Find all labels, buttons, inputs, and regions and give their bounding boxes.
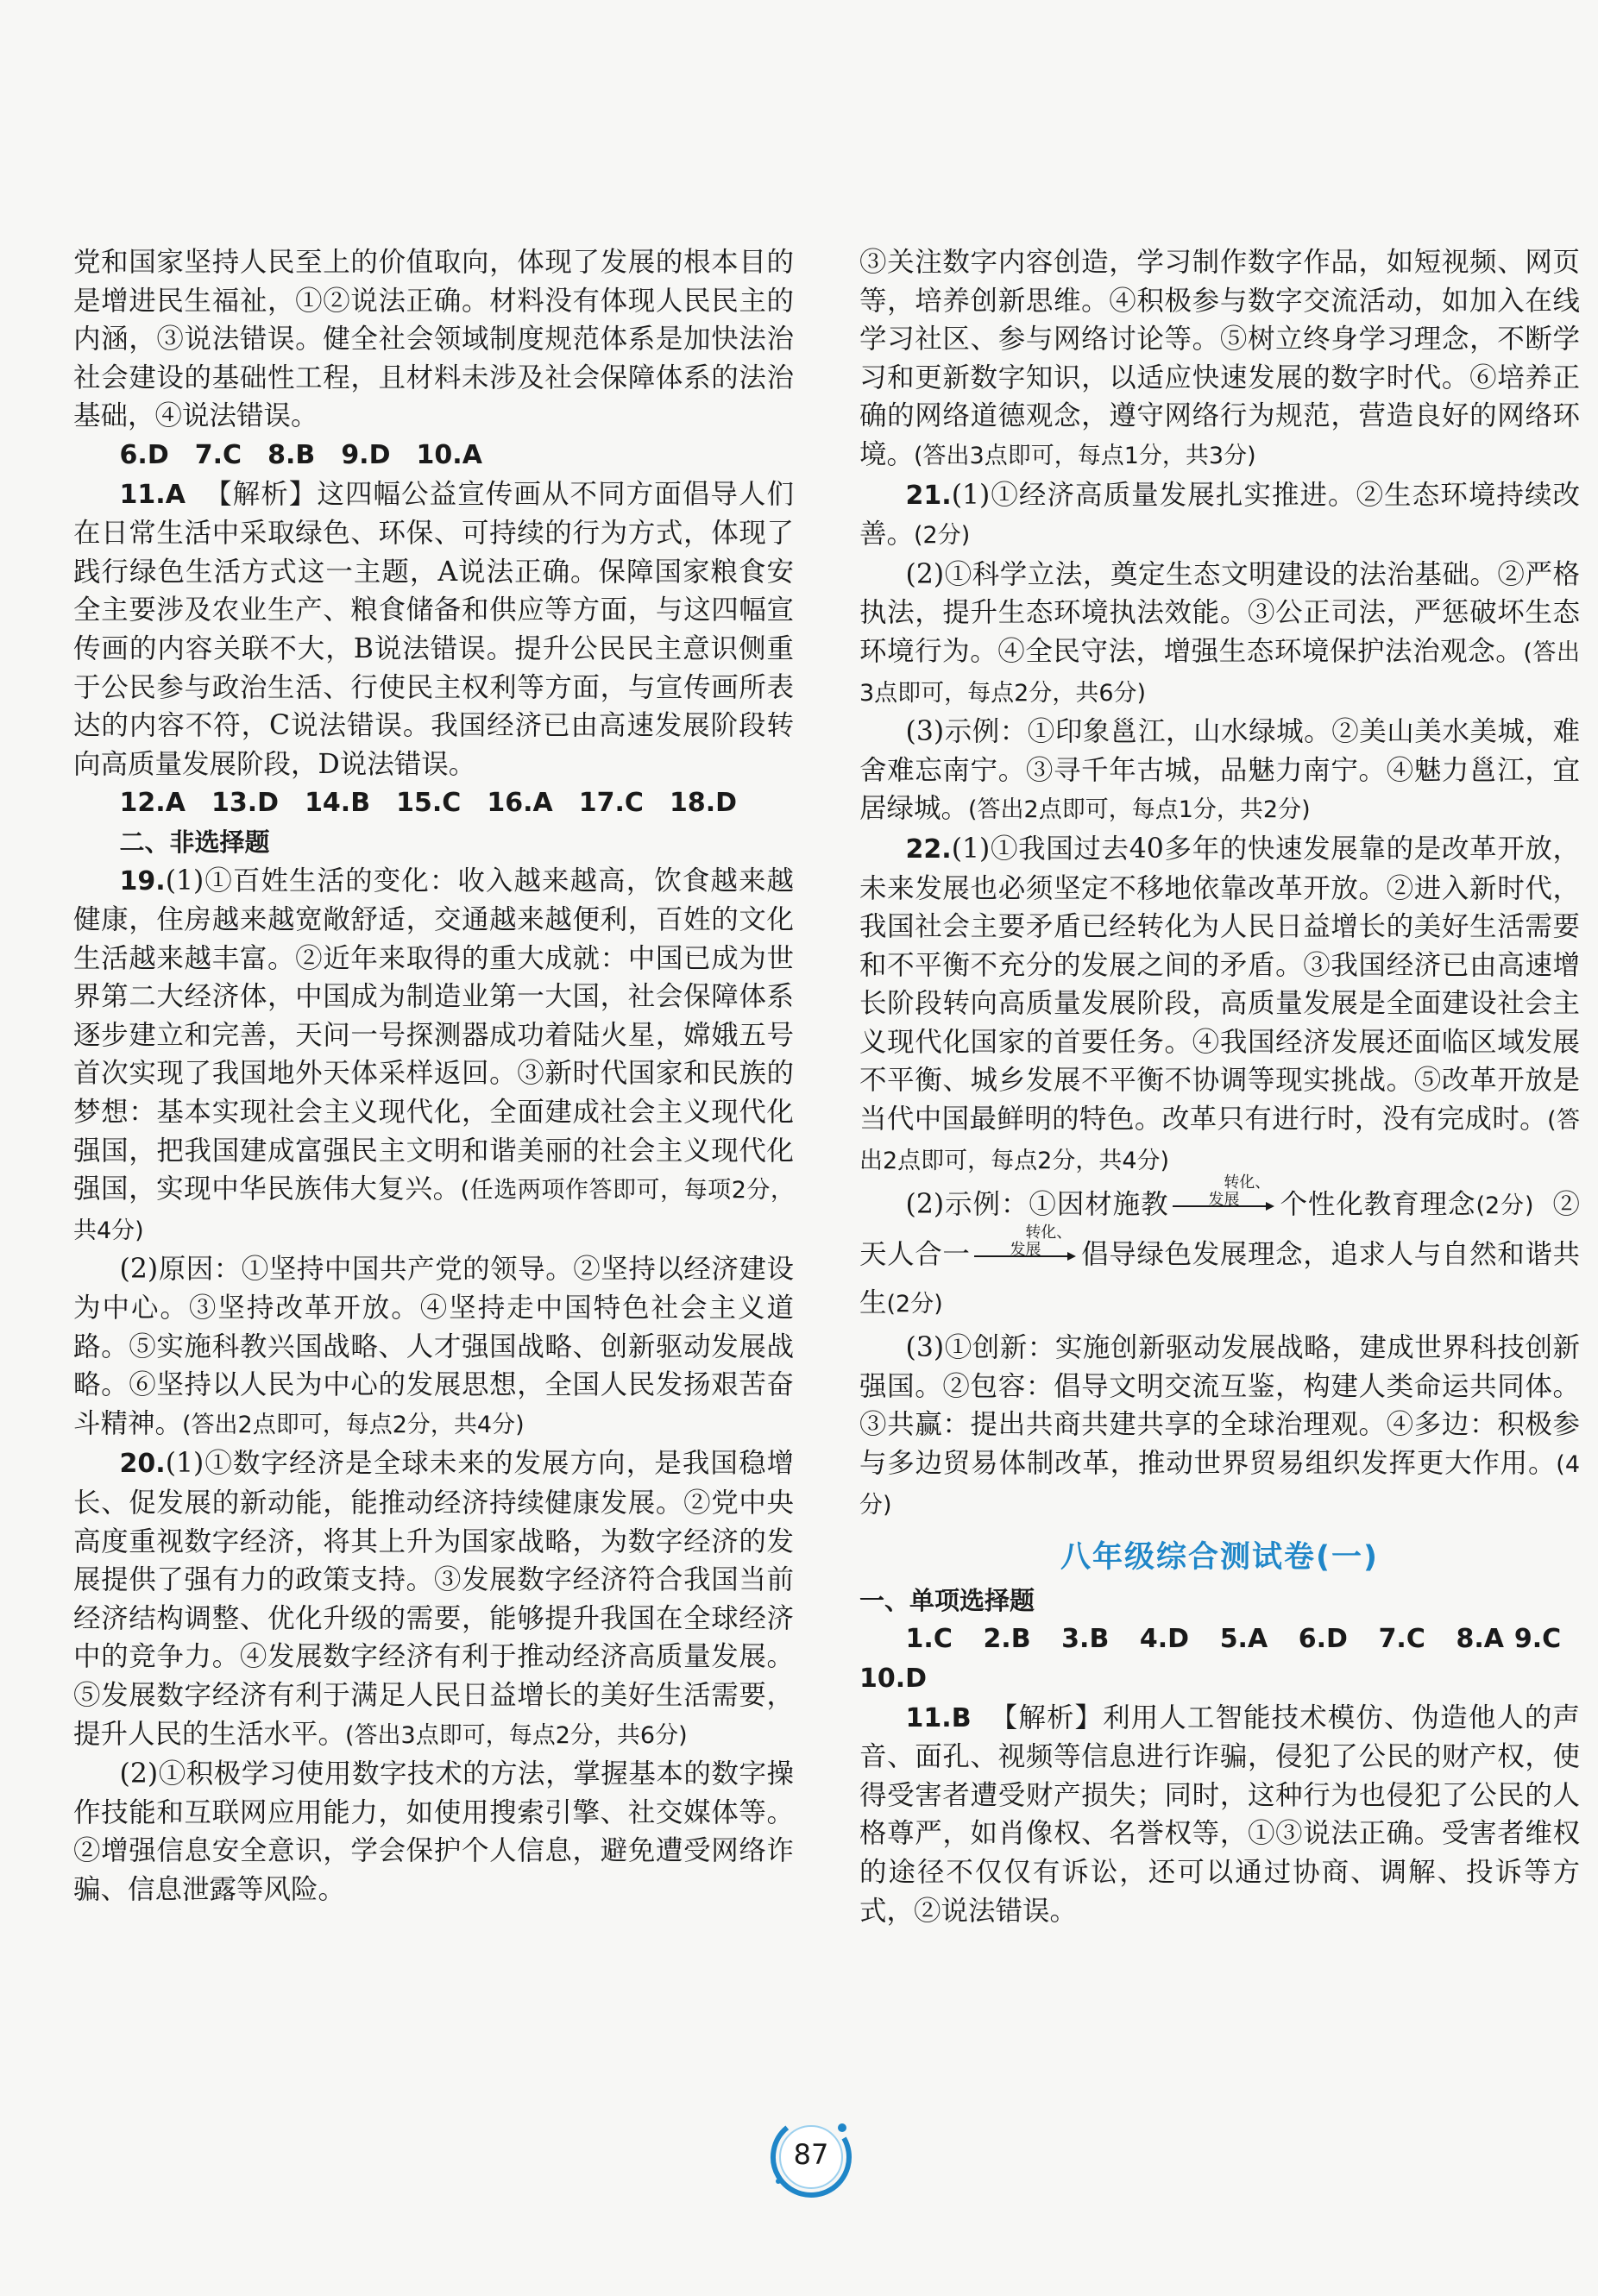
answer-paragraph: 党和国家坚持人民至上的价值取向，体现了发展的根本目的是增进民生福祉，①②说法正确。材料没有体现人民民主的内涵，③说法错误。健全社会领域制度规范体系是加快法治社会建设的基础性工程，且材料未涉及社会保障体系的法治基础，④说法错误。 [73,247,794,432]
page-number: 87 [793,2138,829,2171]
scoring-note: (任选两项作答即可，每项2分，共4分) [73,1177,794,1244]
answer-2: 2.B [983,1624,1031,1655]
answer-20-2-cont-text: ③关注数字内容创造，学习制作数字作品，如短视频、网页等，培养创新思维。④积极参与数字交流活动，如加入在线学习社区、参与网络讨论等。⑤树立终身学习理念，不断学习和更新数字知识，以适应快速发展的数字时代。⑥培养正确的网络道德观念，遵守网络行为规范，营造良好的网络环境。 [859,247,1580,470]
answer-21-block [859,476,1580,556]
answer-18: 18.D [669,788,738,819]
answer-10: 10.A [416,439,482,470]
right-column [859,243,1580,1930]
scoring-note: (2分) [1475,1192,1534,1220]
section-heading-single-choice [859,1582,1580,1620]
arrow-label: 转化、发展 [1208,1173,1271,1209]
answer-21-2-text: (2)①科学立法，奠定生态文明建设的法治基础。②严格执法，提升生态环境执法效能。③公正司法，严惩破坏生态环境行为。④全民守法，增强生态环境保护法治观念。 [859,558,1580,667]
answer-22-block [859,830,1580,1180]
answer-11-analysis: 【解析】这四幅公益宣传画从不同方面倡导人们在日常生活中采取绿色、环保、可持续的行为方式，体现了践行绿色生活方式这一主题，A说法正确。保障国家粮食安全主要涉及农业生产、粮食储备和供应等方面，与这四幅宣传画的内容关联不大，B说法错误。提升公民民主意识侧重于公民参与政治生活、行使民主权利等方面，与宣传画所表达的内容不符，C说法错误。我国经济已由高速发展阶段转向高质量发展阶段，D说法错误。 [73,478,794,780]
answer-6: 6.D [1298,1624,1348,1655]
answer-21-number: 21. [905,480,952,511]
test-title: 八年级综合测试卷(一) [1060,1540,1379,1576]
answer-11-block [73,475,794,784]
section-heading-non-choice [73,823,794,862]
answer-row-12-18 [73,783,794,823]
answer-7: 7.C [1378,1624,1425,1655]
answer-14: 14.B [305,788,371,819]
answer-19-number: 19. [119,865,166,896]
arrow-right-icon [1173,1200,1276,1212]
answer-22-2-block [859,1173,1580,1329]
answer-22-3-text: (3)①创新：实施创新驱动发展战略，建成世界科技创新强国。②包容：倡导文明交流互鉴，构建人类命运共同体。③共赢：提出共商共建共享的全球治理观。④多边：积极参与多边贸易体制改革，推动世界贸易组织发挥更大作用。 [859,1332,1580,1480]
answer-13: 13.D [211,788,280,819]
answer-11-block [859,1699,1580,1931]
scoring-note: (答出2点即可，每点2分，共4分) [182,1411,525,1438]
answer-9: 9.C [1513,1624,1562,1655]
section-title: 一、单项选择题 [859,1585,1035,1615]
answer-11: 11.B [905,1702,972,1733]
answer-16: 16.A [487,788,553,819]
answer-22-number: 22. [905,833,952,865]
arrow-label: 转化、发展 [1010,1223,1073,1259]
answer-row-1-10 [859,1620,1580,1698]
transform-arrow [1173,1173,1276,1219]
answer-6: 6.D [119,439,169,470]
answer-19-text: (1)①百姓生活的变化：收入越来越高，饮食越来越健康，住房越来越宽敞舒适，交通越来越便利，百姓的文化生活越来越丰富。②近年来取得的重大成就：中国已成为世界第二大经济体，中国成为制造业第一大国，社会保障体系逐步建立和完善，天问一号探测器成功着陆火星，嫦娥五号首次实现了我国地外天体采样返回。③新时代国家和民族的梦想：基本实现社会主义现代化，全面建成社会主义现代化强国，把我国建成富强民主文明和谐美丽的社会主义现代化强国，实现中华民族伟大复兴。 [73,865,794,1205]
answer-11-analysis: 【解析】利用人工智能技术模仿、伪造他人的声音、面孔、视频等信息进行诈骗，侵犯了公民的财产权，使得受害者遭受财产损失；同时，这种行为也侵犯了公民的人格尊严，如肖像权、名誉权等，①③说法正确。受害者维权的途径不仅仅有诉讼，还可以通过协商、调解、投诉等方式，②说法错误。 [859,1702,1580,1927]
answer-8: 8.A [1456,1624,1504,1655]
answer-5: 5.A [1219,1624,1268,1655]
answer-21-3-block [859,713,1580,830]
answer-20-block [73,1444,794,1755]
scoring-note: (答出3点即可，每点2分，共6分) [859,638,1580,707]
answer-4: 4.D [1139,1624,1190,1655]
answer-17: 17.C [578,788,644,819]
section-title: 二、非选择题 [119,827,270,857]
answer-19-2-block [73,1250,794,1444]
answer-21-text: (1)①经济高质量发展扎实推进。②生态环境持续改善。 [859,479,1580,550]
answer-21-3-text: (3)示例：①印象邕江，山水绿城。②美山美水美城，难舍难忘南宁。③寻千年古城，品魅力南宁。④魅力邕江，宜居绿城。 [859,716,1580,825]
arrow-right-icon [974,1250,1078,1262]
answer-22-2-d: 倡导绿色发展理念，追求人与自然和谐共生 [859,1239,1580,1319]
scoring-note: (4分) [859,1451,1580,1519]
answer-20-number: 20. [119,1449,166,1480]
answer-20-2-continued [859,243,1580,476]
scoring-note: (答出2点即可，每点2分，共4分) [859,1107,1580,1174]
answer-22-text: (1)①我国过去40多年的快速发展靠的是改革开放，未来发展也必须坚定不移地依靠改革开放。②进入新时代，我国社会主要矛盾已经转化为人民日益增长的美好生活需要和不平衡不充分的发展之间的矛盾。③我国经济已由高速增长阶段转向高质量发展阶段，高质量发展是全面建设社会主义现代化国家的首要任务。④我国经济发展还面临区域发展不平衡、城乡发展不平衡不协调等现实挑战。⑤改革开放是当代中国最鲜明的特色。改革只有进行时，没有完成时。 [859,833,1580,1135]
answer-8: 8.B [267,439,316,470]
answer-7: 7.C [194,439,242,470]
left-column [73,243,794,1909]
test-title-wrap [859,1538,1580,1578]
answer-22-2-a: (2)示例：①因材施教 [905,1189,1169,1221]
answer-19-block [73,862,794,1251]
answer-21-2-block [859,556,1580,713]
answer-3: 3.B [1061,1624,1110,1655]
answer-19-2-text: (2)原因：①坚持中国共产党的领导。②坚持以经济建设为中心。③坚持改革开放。④坚持走中国特色社会主义道路。⑤实施科教兴国战略、人才强国战略、创新驱动发展战略。⑥坚持以人民为中心的发展思想，全国人民发扬艰苦奋斗精神。 [73,1254,794,1439]
answer-22-2-b: 个性化教育理念 [1279,1189,1476,1221]
scoring-note: (2分) [886,1291,943,1318]
answer-row-6-10 [73,436,794,475]
answer-20-text: (1)①数字经济是全球未来的发展方向，是我国稳增长、促发展的新动能，能推动经济持续健康发展。②党中央高度重视数字经济，将其上升为国家战略，为数字经济的发展提供了强有力的政策支持。③发展数字经济符合我国当前经济结构调整、优化升级的需要，能够提升我国在全球经济中的竞争力。④发展数字经济有利于推动经济高质量发展。⑤发展数字经济有利于满足人民日益增长的美好生活需要，提升人民的生活水平。 [73,1448,794,1750]
scoring-note: (答出3点即可，每点1分，共3分) [914,442,1256,469]
scoring-note: (答出2点即可，每点1分，共2分) [968,796,1311,824]
scoring-note: (答出3点即可，每点2分，共6分) [345,1721,688,1749]
answer-11: 11.A [119,479,186,510]
answer-10: 10.D [859,1664,928,1694]
transform-arrow [974,1223,1078,1269]
answer-9: 9.D [341,439,391,470]
answer-20-2-block: (2)①积极学习使用数字技术的方法，掌握基本的数字操作技能和互联网应用能力，如使用搜索引擎、社交媒体等。②增强信息安全意识，学会保护个人信息，避免遭受网络诈骗、信息泄露等风险。 [73,1758,794,1905]
answer-15: 15.C [396,788,462,819]
scoring-note: (2分) [914,522,971,550]
answer-1: 1.C [905,1624,953,1655]
answer-12: 12.A [119,788,186,819]
answer-22-2-c: ②天人合一 [859,1189,1580,1271]
answer-22-3-block [859,1329,1580,1525]
